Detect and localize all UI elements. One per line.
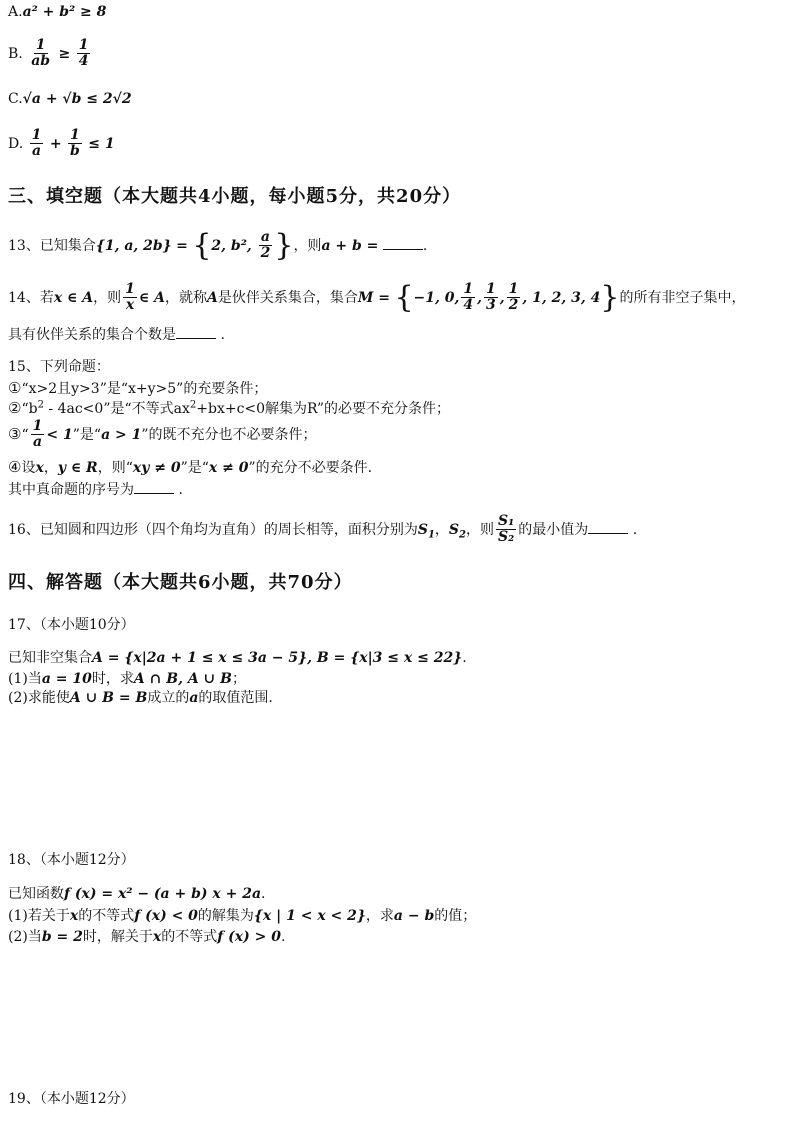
q15-p2-sup: 2 bbox=[37, 399, 44, 411]
q14-end: . bbox=[220, 327, 225, 343]
q17-p1-expr2: A ∩ B, A ∪ B bbox=[133, 671, 232, 687]
q15-p4-x: x bbox=[35, 460, 44, 476]
q17-p1 bbox=[8, 671, 246, 689]
q15-p4-y: y ∈ R bbox=[57, 460, 98, 476]
q18-intro-text: 已知函数 bbox=[8, 886, 64, 902]
q16-s1: S bbox=[417, 521, 428, 538]
option-d-label: D. bbox=[8, 135, 24, 152]
q18-p1c: 的解集为 bbox=[197, 908, 254, 924]
q17-p2 bbox=[8, 690, 273, 708]
q15-p4-expr2: x ≠ 0 bbox=[208, 460, 249, 476]
q15-p3-mid: ”是“ bbox=[72, 426, 102, 443]
q18-p1d: ，求 bbox=[365, 908, 394, 924]
q14-frac1: $\frac{1}{4}$ bbox=[463, 281, 474, 314]
option-a-expr: a² + b² ≥ 8 bbox=[22, 4, 107, 20]
q18-p1a: (1)若关于 bbox=[8, 908, 70, 924]
q18-intro-end: . bbox=[261, 886, 266, 902]
q17-intro-text: 已知非空集合 bbox=[8, 650, 92, 666]
q15-last-text: 其中真命题的序号为 bbox=[8, 482, 134, 498]
q18-func: f (x) = x² − (a + b) x + 2a bbox=[64, 886, 262, 902]
q15-p4-expr1: xy ≠ 0 bbox=[132, 460, 181, 476]
q16-s1-sub: 1 bbox=[427, 529, 435, 541]
q15-p1-text: “x>2且y>3”是“x+y>5”的充要条件； bbox=[21, 381, 268, 397]
q17-intro bbox=[8, 650, 467, 668]
q15-end: . bbox=[178, 482, 183, 498]
option-c-label: C. bbox=[8, 91, 23, 107]
q18-p2-x: x bbox=[152, 929, 162, 945]
q17-p2c: 的取值范围. bbox=[198, 690, 273, 706]
q13-text1: 已知集合 bbox=[39, 237, 96, 254]
q15-p2b: - 4ac<0”是“不等式ax bbox=[43, 401, 190, 417]
option-b-frac: $\frac{1}{ab}$ bbox=[31, 37, 51, 70]
q18-p2c: 的不等式 bbox=[161, 929, 218, 945]
q14-frac2: $\frac{1}{3}$ bbox=[486, 281, 496, 314]
q18-p1-set: {x | 1 < x < 2} bbox=[253, 908, 366, 924]
q18-p1e: 的值； bbox=[434, 908, 477, 924]
q16-end: . bbox=[632, 521, 638, 538]
q17-p1-expr: a = 10 bbox=[41, 671, 92, 687]
q16-text2: ，则 bbox=[466, 521, 495, 538]
q15-p3-frac: $\frac{1}{a}$ bbox=[32, 418, 43, 451]
option-a-label: A. bbox=[8, 4, 23, 20]
q17-p1c: ； bbox=[232, 671, 246, 687]
q17-p2-expr: A ∪ B = B bbox=[69, 690, 148, 706]
option-b-rel: ≥ bbox=[58, 45, 71, 62]
q15-last bbox=[8, 479, 183, 500]
q18-p2-expr: b = 2 bbox=[41, 929, 83, 945]
option-a bbox=[8, 4, 106, 22]
q14-m-post: , 1, 2, 3, 4 bbox=[522, 289, 601, 306]
q15-p2-sup2: 2 bbox=[189, 399, 197, 411]
q16-number: 16、 bbox=[8, 521, 40, 538]
q18-p2 bbox=[8, 929, 285, 947]
q15-p4c: ”是“ bbox=[180, 460, 209, 476]
q18-intro bbox=[8, 886, 265, 904]
q15-title-text: 下列命题： bbox=[39, 359, 110, 375]
q17-p1b: 时，求 bbox=[91, 671, 134, 687]
q15-p4-comma: ， bbox=[43, 460, 58, 476]
q18-header bbox=[8, 852, 135, 870]
q14-frac: $\frac{1}{x}$ bbox=[125, 281, 135, 314]
q18-p1-expr2: a − b bbox=[393, 908, 435, 924]
q13-frac: $\frac{a}{2}$ bbox=[260, 229, 271, 262]
q14-cond1: x ∈ A bbox=[53, 289, 94, 306]
option-b bbox=[8, 38, 92, 70]
q14-m-pre: −1, 0, bbox=[413, 289, 460, 306]
q17-score: （本小题10分） bbox=[39, 617, 135, 633]
q14-line2 bbox=[8, 324, 225, 345]
q15-p3-expr: < 1 bbox=[46, 426, 73, 443]
q14-text1: 若 bbox=[39, 289, 54, 306]
q18-p1-expr: f (x) < 0 bbox=[134, 908, 198, 924]
q14-varA: A bbox=[207, 289, 218, 306]
q16-text3: 的最小值为 bbox=[518, 521, 589, 538]
q15-p4-num: ④ bbox=[8, 458, 22, 476]
q13-end: . bbox=[422, 237, 428, 254]
q18-p2a: (2)当 bbox=[8, 929, 42, 945]
q15-p4 bbox=[8, 458, 372, 478]
q15-p4b: ，则“ bbox=[97, 460, 133, 476]
q13-set1: {1, a, 2b} bbox=[95, 237, 172, 254]
q13-expr: a + b = bbox=[321, 237, 379, 254]
q15-p3-num: ③ bbox=[8, 424, 22, 443]
q15-number: 15、 bbox=[8, 359, 40, 375]
q17-header bbox=[8, 617, 135, 635]
q14-cond2: ∈ A bbox=[138, 289, 166, 306]
q17-number: 17、 bbox=[8, 617, 40, 633]
q15-blank[interactable] bbox=[134, 479, 174, 494]
q14-number: 14、 bbox=[8, 289, 40, 306]
q13: 13、已知集合{1, a, 2b} = {2, b², $\frac{a}{2}$ }，则a + b = . bbox=[8, 227, 428, 263]
q15-p4d: ”的充分不必要条件. bbox=[248, 460, 373, 476]
q18-p2-expr2: f (x) > 0 bbox=[217, 929, 281, 945]
q19-number: 19、 bbox=[8, 1091, 40, 1107]
q13-text2: ，则 bbox=[293, 237, 322, 254]
q18-p1-x: x bbox=[69, 908, 79, 924]
q16 bbox=[8, 514, 637, 546]
option-b-label: B. bbox=[8, 45, 23, 62]
q13-number: 13、 bbox=[8, 237, 40, 254]
option-d-frac1: $\frac{1}{a}$ bbox=[31, 127, 42, 160]
section4-title: 四、解答题（本大题共6小题，共70分） bbox=[8, 572, 353, 593]
q15-p2c: +bx+c<0解集为R”的必要不充分条件； bbox=[196, 401, 450, 417]
q15-title bbox=[8, 359, 110, 377]
q15-p3 bbox=[8, 419, 317, 451]
q13-eq: = bbox=[176, 237, 188, 254]
q17-p2b: 成立的 bbox=[147, 690, 190, 706]
q17-intro-end: . bbox=[462, 650, 467, 666]
q18-score: （本小题12分） bbox=[39, 852, 135, 868]
q19-score: （本小题12分） bbox=[39, 1091, 135, 1107]
option-d-frac2: $\frac{1}{b}$ bbox=[70, 127, 80, 160]
q14-text2: ，则 bbox=[93, 289, 122, 306]
q15-p3-q1: “ bbox=[21, 426, 29, 443]
q18-p1 bbox=[8, 908, 476, 926]
q15-p3-end: ”的既不充分也不必要条件； bbox=[141, 426, 317, 443]
option-c bbox=[8, 91, 132, 109]
q15-p4a: 设 bbox=[21, 460, 36, 476]
q18-p2d: . bbox=[280, 929, 286, 945]
q17-p1a: (1)当 bbox=[8, 671, 42, 687]
q16-blank[interactable] bbox=[588, 519, 628, 534]
q17-sets: A = {x|2a + 1 ≤ x ≤ 3a − 5}, B = {x|3 ≤ x ≤ 22} bbox=[92, 650, 463, 666]
option-c-expr: √a + √b ≤ 2√2 bbox=[22, 91, 132, 107]
q14-text4: 是伙伴关系集合，集合 bbox=[217, 289, 358, 306]
q16-frac: $\frac{\text{S₁}}{\text{S₂}}$ bbox=[498, 513, 515, 546]
q17-p2a: (2)求能使 bbox=[8, 690, 70, 706]
option-d-rel: ≤ 1 bbox=[88, 135, 115, 152]
q15-p2a: “b bbox=[21, 401, 38, 417]
q18-p1b: 的不等式 bbox=[78, 908, 135, 924]
q15-p3-expr2: a > 1 bbox=[101, 426, 142, 443]
option-d bbox=[8, 128, 115, 160]
q16-s2-sub: 2 bbox=[459, 529, 467, 541]
section3-title: 三、填空题（本大题共4小题，每小题5分，共20分） bbox=[8, 186, 462, 207]
q15-p1-num: ① bbox=[8, 379, 22, 397]
q15-p2-num: ② bbox=[8, 399, 22, 417]
q16-text1: 已知圆和四边形（四个角均为直角）的周长相等，面积分别为 bbox=[39, 521, 418, 538]
q14-line2-text: 具有伙伴关系的集合个数是 bbox=[8, 327, 176, 343]
q14-setM: M = bbox=[357, 289, 390, 306]
q18-number: 18、 bbox=[8, 852, 40, 868]
q14-blank[interactable] bbox=[176, 324, 216, 339]
q14-line1: 14、若x ∈ A，则 $\frac{1}{x}$ ∈ A，就称A是伙伴关系集合，集合M = {−1, 0, $\frac{1}{4}$ , $\frac{1}{3}$ , $\frac{1}{2}$ , 1, 2, 3, 4}的所有非空子集中， bbox=[8, 279, 746, 315]
q16-comma: ， bbox=[434, 521, 449, 538]
q14-text3: ，就称 bbox=[165, 289, 208, 306]
option-d-plus: + bbox=[49, 135, 62, 152]
q17-p2-var: a bbox=[189, 690, 199, 706]
q13-blank[interactable] bbox=[383, 235, 423, 250]
q15-p1 bbox=[8, 379, 267, 399]
q13-set2: 2, b², bbox=[211, 237, 257, 254]
q18-p2b: 时，解关于 bbox=[82, 929, 153, 945]
q15-p2 bbox=[8, 399, 450, 419]
q16-s2: S bbox=[448, 521, 460, 538]
q14-text5: 的所有非空子集中， bbox=[619, 289, 746, 306]
q14-frac3: $\frac{1}{2}$ bbox=[508, 281, 519, 314]
q19-header bbox=[8, 1091, 135, 1109]
option-b-rhs: $\frac{1}{4}$ bbox=[78, 37, 89, 70]
